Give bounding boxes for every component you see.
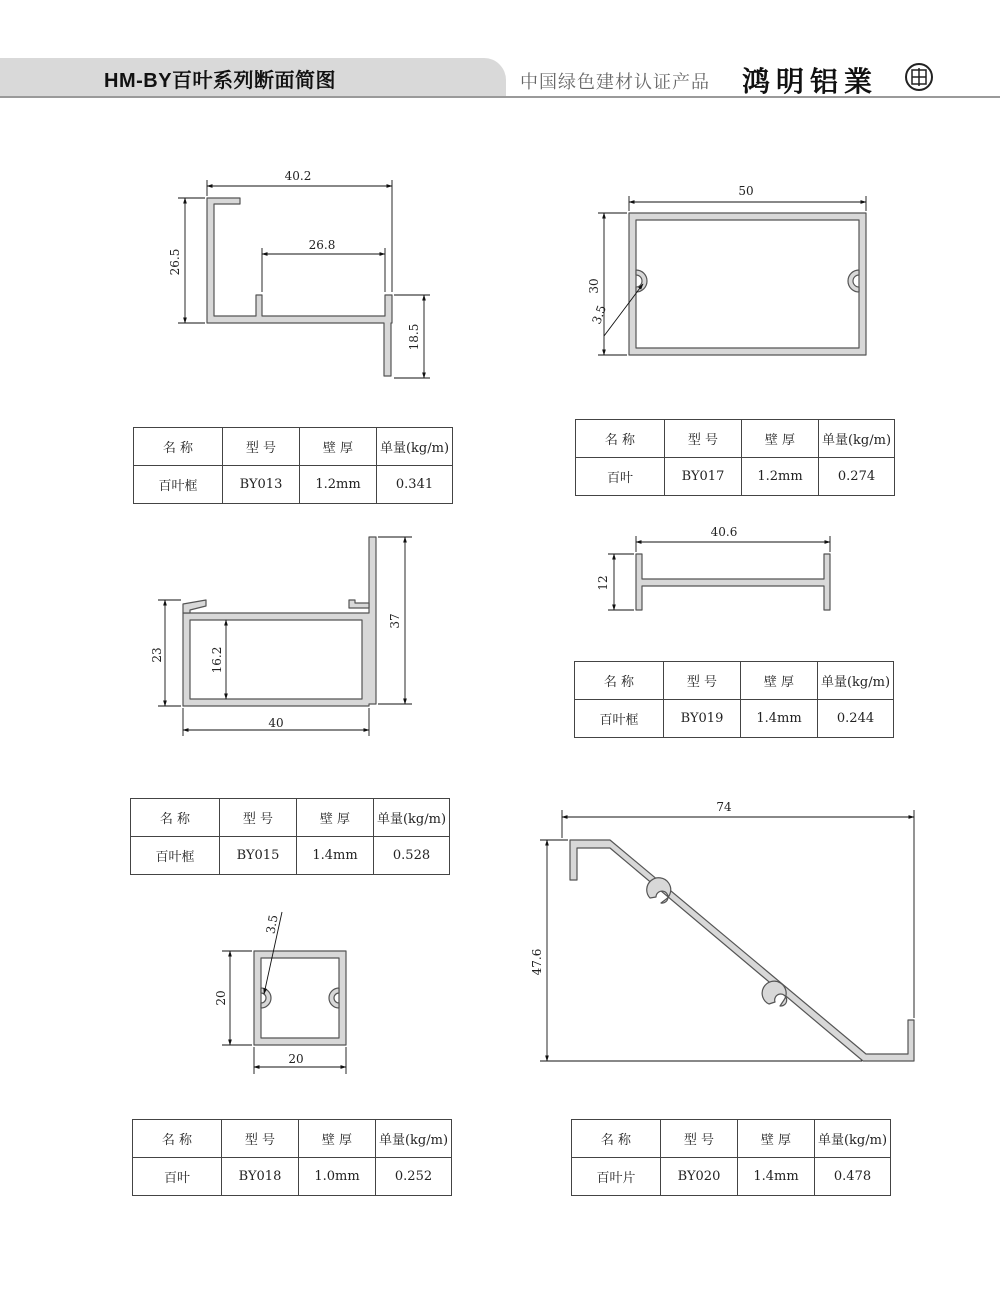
spec-table-by017: [575, 419, 895, 496]
table-header-row: [133, 1120, 452, 1158]
header-weight: 单量(kg/m): [815, 1120, 891, 1158]
header-wall: 壁 厚: [741, 662, 818, 700]
table-row: [576, 458, 895, 496]
header-weight: 单量(kg/m): [377, 428, 453, 466]
cell-wall: 1.2mm: [300, 466, 377, 504]
table-row: [134, 466, 453, 504]
cell-name: 百叶框: [134, 466, 223, 504]
cell-weight: 0.528: [374, 837, 450, 875]
table-row: [133, 1158, 452, 1196]
dim-label: 40.6: [710, 525, 738, 539]
dim-label: 18.5: [407, 323, 421, 351]
spec-table-by018: [132, 1119, 452, 1196]
cell-weight: 0.341: [377, 466, 453, 504]
header-name: 名 称: [134, 428, 223, 466]
table-header-row: [131, 799, 450, 837]
cell-model: BY019: [664, 700, 741, 738]
certification-text: 中国绿色建材认证产品: [520, 72, 710, 92]
profile-by019-drawing: [636, 554, 830, 610]
cell-name: 百叶框: [131, 837, 220, 875]
dim-label: 74: [716, 800, 732, 814]
profile-by013-drawing: [207, 198, 392, 376]
table-header-row: [572, 1120, 891, 1158]
cell-weight: 0.478: [815, 1158, 891, 1196]
spec-table-by019: [574, 661, 894, 738]
dim-label: 3.5: [263, 913, 281, 935]
cell-wall: 1.4mm: [297, 837, 374, 875]
header-weight: 单量(kg/m): [374, 799, 450, 837]
cell-model: BY013: [223, 466, 300, 504]
cell-wall: 1.0mm: [299, 1158, 376, 1196]
dim-label: 20: [288, 1052, 304, 1066]
header-name: 名 称: [575, 662, 664, 700]
dim-label: 12: [596, 575, 610, 591]
cell-weight: 0.274: [819, 458, 895, 496]
cell-model: BY018: [222, 1158, 299, 1196]
dim-label: 47.6: [530, 948, 544, 976]
cell-weight: 0.252: [376, 1158, 452, 1196]
header-wall: 壁 厚: [300, 428, 377, 466]
table-header-row: [134, 428, 453, 466]
header-model: 型 号: [664, 662, 741, 700]
dim-label: 3.5: [589, 303, 610, 326]
header-model: 型 号: [661, 1120, 738, 1158]
cell-wall: 1.4mm: [741, 700, 818, 738]
table-row: [572, 1158, 891, 1196]
header-name: 名 称: [576, 420, 665, 458]
header-weight: 单量(kg/m): [818, 662, 894, 700]
dim-label: 26.5: [168, 248, 182, 276]
table-row: [131, 837, 450, 875]
cell-weight: 0.244: [818, 700, 894, 738]
table-header-row: [576, 420, 895, 458]
table-row: [575, 700, 894, 738]
header-name: 名 称: [131, 799, 220, 837]
header-wall: 壁 厚: [738, 1120, 815, 1158]
profile-by018-drawing: [254, 951, 346, 1045]
dim-label: 37: [388, 613, 402, 629]
dim-label: 23: [150, 647, 164, 663]
cell-name: 百叶: [576, 458, 665, 496]
profile-by020-drawing: [570, 840, 914, 1061]
cell-wall: 1.4mm: [738, 1158, 815, 1196]
brand-name: 鸿明铝業: [742, 65, 879, 98]
cell-model: BY015: [220, 837, 297, 875]
cell-name: 百叶片: [572, 1158, 661, 1196]
header-weight: 单量(kg/m): [376, 1120, 452, 1158]
cell-model: BY020: [661, 1158, 738, 1196]
page-title: HM-BY百叶系列断面简图: [104, 70, 337, 92]
header-name: 名 称: [133, 1120, 222, 1158]
dim-label: 20: [214, 990, 228, 1006]
dim-label: 16.2: [210, 646, 224, 674]
header-model: 型 号: [665, 420, 742, 458]
dim-label: 50: [738, 184, 754, 198]
header-wall: 壁 厚: [299, 1120, 376, 1158]
dim-label: 30: [587, 278, 601, 294]
dim-label: 26.8: [308, 238, 336, 252]
cell-name: 百叶框: [575, 700, 664, 738]
cell-model: BY017: [665, 458, 742, 496]
spec-table-by013: [133, 427, 453, 504]
dim-label: 40: [268, 716, 284, 730]
header-wall: 壁 厚: [297, 799, 374, 837]
table-header-row: [575, 662, 894, 700]
header-name: 名 称: [572, 1120, 661, 1158]
cell-name: 百叶: [133, 1158, 222, 1196]
header-model: 型 号: [220, 799, 297, 837]
spec-table-by015: [130, 798, 450, 875]
header-wall: 壁 厚: [742, 420, 819, 458]
header-model: 型 号: [223, 428, 300, 466]
cell-wall: 1.2mm: [742, 458, 819, 496]
profile-by017-drawing: [629, 213, 866, 355]
profile-by015-drawing: [183, 537, 376, 706]
spec-table-by020: [571, 1119, 891, 1196]
header-weight: 单量(kg/m): [819, 420, 895, 458]
dim-label: 40.2: [284, 169, 312, 183]
header-model: 型 号: [222, 1120, 299, 1158]
